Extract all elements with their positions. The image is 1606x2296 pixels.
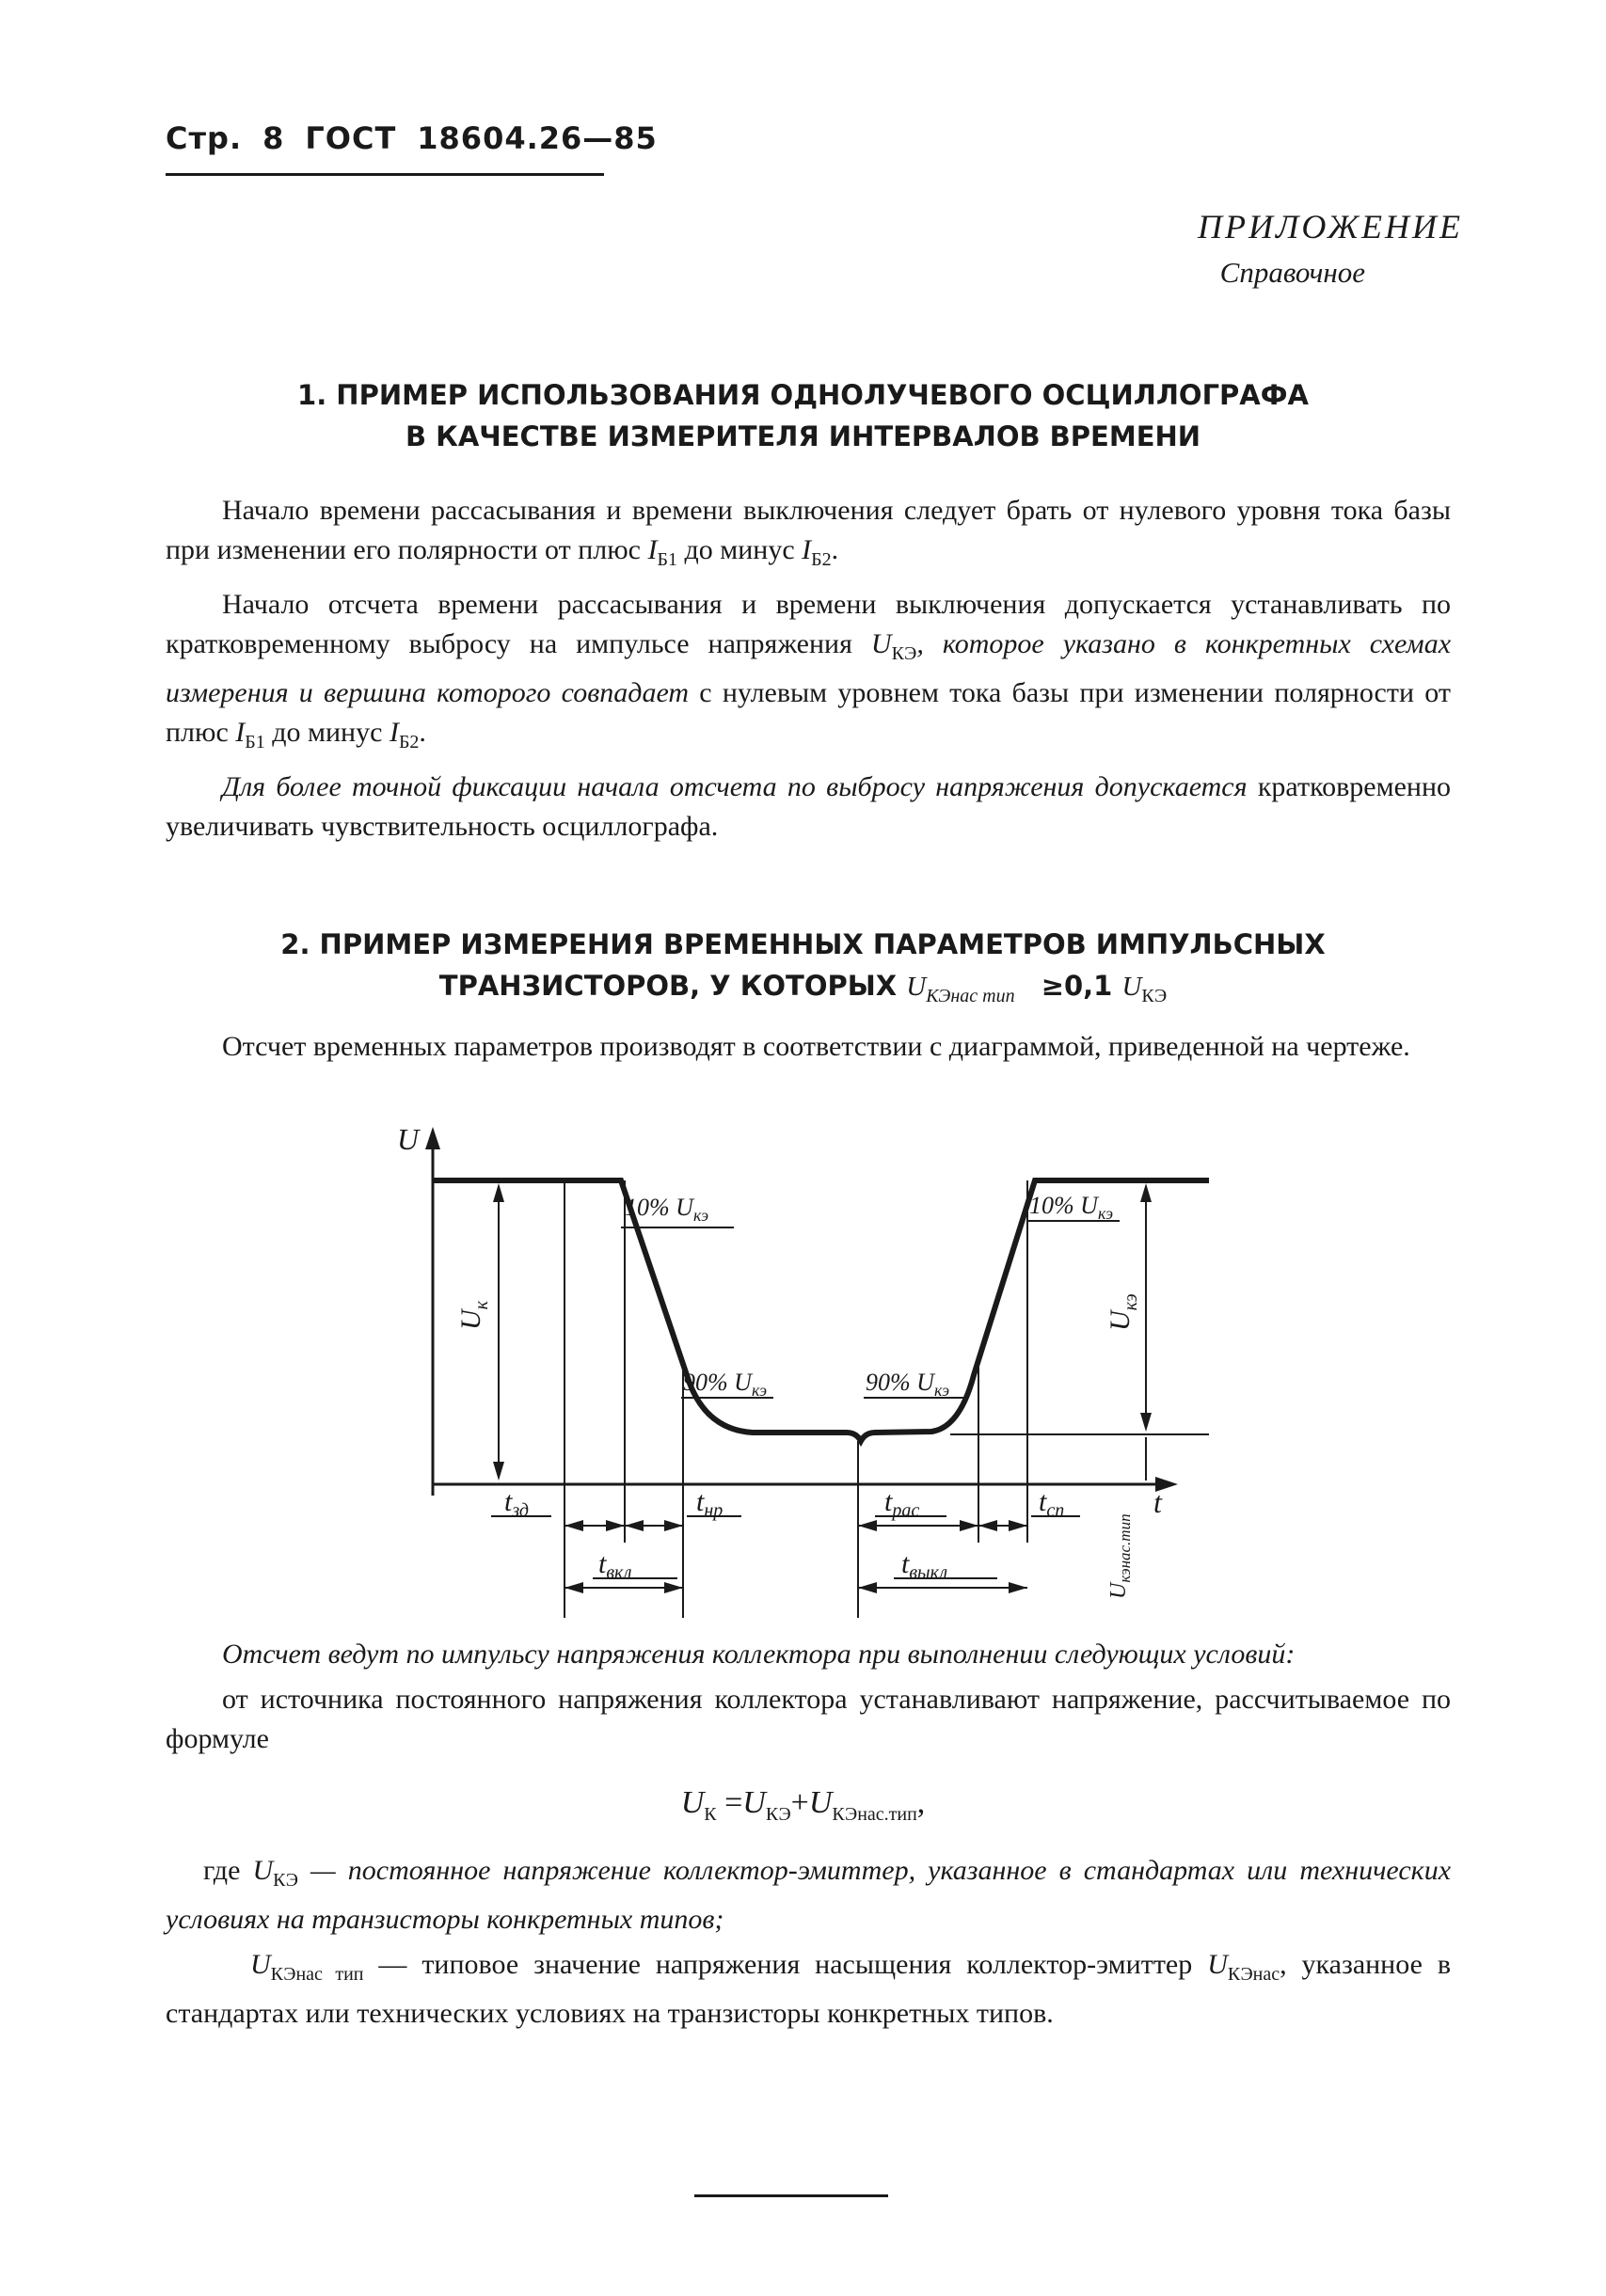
section2-paragraph-2: Отсчет ведут по импульсу напряжения коллектора при выполнении следующих условий: <box>222 1639 1296 1670</box>
label-90-right: 90% $U_{кэ}$ <box>866 1369 950 1400</box>
where-clause-2: $U_{КЭнас тип}$ — типовое значение напряжения насыщения коллектор-эмиттер $U_{КЭнас}$, указанное в стандартах или технических условиях на транзисторы конкретных типов. <box>166 1949 1452 2029</box>
section1-paragraph-2: Начало отсчета времени рассасывания и времени выключения допускается устанавливать по кратковременному выбросу на импульсе напряжения $U_{КЭ}$, которое указано в конкретных схемах измерения и вершина которого совпадает с нулевым уровнем тока базы при изменении полярности от плюс $I_{Б1}$ до минус $I_{Б2}$. <box>166 589 1452 752</box>
section2-body <box>166 1635 1451 1759</box>
end-rule <box>694 2194 888 2197</box>
axis-y-label: U <box>397 1122 420 1156</box>
y-axis-arrow <box>425 1127 440 1149</box>
page-number: 8 <box>262 120 285 156</box>
label-t-ras: $t_{рас}$ <box>884 1486 920 1521</box>
standard-name: ГОСТ <box>305 120 397 156</box>
label-t-nr: $t_{нр}$ <box>696 1486 723 1521</box>
page-label: Стр. <box>166 120 243 156</box>
where-clauses <box>166 1851 1451 2034</box>
label-t-vykl: $t_{выкл}$ <box>901 1548 948 1583</box>
appendix-title: ПРИЛОЖЕНИЕ <box>1198 208 1463 245</box>
label-90-left: 90% $U_{кэ}$ <box>683 1369 768 1400</box>
section2-paragraph-1: Отсчет временных параметров производят в соответствии с диаграммой, приведенной на чертеже. <box>222 1031 1410 1062</box>
appendix-subtitle: Справочное <box>1219 256 1365 289</box>
section2-title-line2: ТРАНЗИСТОРОВ, У КОТОРЫХ $U_{КЭнас тип} \ge 0,1$ $U_{КЭ}$ <box>438 970 1168 1006</box>
uke-label: $U_{кэ}$ <box>1105 1293 1141 1331</box>
label-t-sp: $t_{сп}$ <box>1039 1486 1065 1521</box>
label-t-zd: $t_{зд}$ <box>504 1486 529 1521</box>
pulse-waveform <box>433 1180 1209 1441</box>
label-10-right: 10% $U_{кэ}$ <box>1029 1192 1114 1223</box>
label-u-sat: $U_{кэнас.тип}$ <box>1106 1513 1134 1599</box>
section1-paragraph-3: Для более точной фиксации начала отсчета по выбросу напряжения допускается кратковременно увеличивать чувствительность осциллографа. <box>166 771 1452 842</box>
where-clause-1: где $U_{КЭ}$ — постоянное напряжение коллектор-эмиттер, указанное в стандартах или технических условиях на транзисторы конкретных типов; <box>166 1855 1452 1935</box>
section1-title-line2: В КАЧЕСТВЕ ИЗМЕРИТЕЛЯ ИНТЕРВАЛОВ ВРЕМЕНИ <box>405 420 1201 452</box>
section2-paragraph-3: от источника постоянного напряжения коллектора устанавливают напряжение, рассчитываемое по формуле <box>166 1684 1451 1754</box>
axis-x-label: t <box>1153 1485 1162 1519</box>
standard-code: 18604.26—85 <box>417 120 658 156</box>
section1-title-line1: 1. ПРИМЕР ИСПОЛЬЗОВАНИЯ ОДНОЛУЧЕВОГО ОСЦИЛЛОГРАФА <box>297 379 1309 411</box>
section1-paragraph-1: Начало времени рассасывания и времени выключения следует брать от нулевого уровня тока базы при изменении его полярности от плюс $I_{Б1}$ до минус $I_{Б2}$. <box>166 495 1451 570</box>
formula: $U_К =U_{КЭ}+U_{КЭнас.тип}$, <box>680 1785 926 1825</box>
label-10-left: 10% $U_{кэ}$ <box>625 1194 709 1225</box>
label-t-vkl: $t_{вкл}$ <box>598 1548 632 1583</box>
uk-label: $U_к$ <box>455 1300 492 1330</box>
section2-title-line1: 2. ПРИМЕР ИЗМЕРЕНИЯ ВРЕМЕННЫХ ПАРАМЕТРОВ ИМПУЛЬСНЫХ <box>280 928 1326 960</box>
